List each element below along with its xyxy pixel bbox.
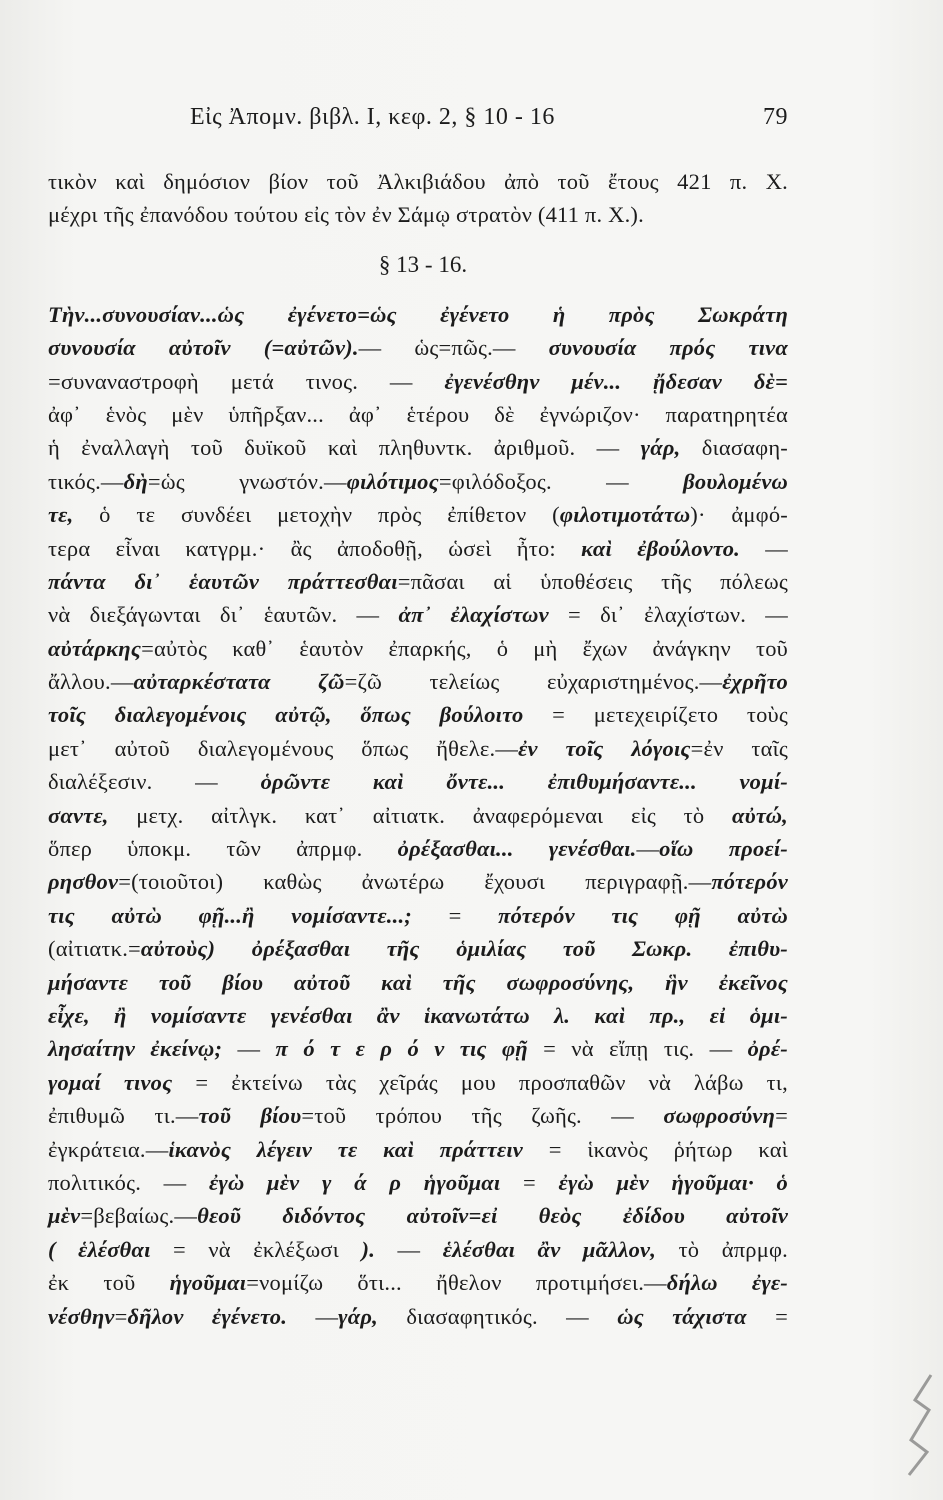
- gloss: —: [740, 535, 788, 561]
- gloss: νὰ διεξάγωνται δι᾽ ἑαυτῶν. —: [48, 602, 399, 628]
- gloss: =: [114, 1303, 128, 1329]
- library-stamp-mark: [901, 1370, 941, 1480]
- lemma: τοῦ βίου: [198, 1103, 302, 1129]
- gloss: —: [287, 1303, 339, 1329]
- gloss: =συναναστροφὴ μετά τινος. —: [48, 368, 445, 394]
- gloss: ἄλλου.—: [48, 669, 134, 695]
- lemma: ὁρῶντε καὶ ὄντε... ἐπιθυμήσαντε... νομί-: [260, 769, 788, 795]
- commentary-line: [48, 932, 788, 965]
- lemma: συνουσία αὐτοῖν (=αὐτῶν).: [48, 335, 359, 361]
- lemma: τοῖς διαλεγομένοις αὐτῷ, ὅπως βούλοιτο: [48, 702, 524, 728]
- commentary-line: [48, 398, 788, 431]
- gloss: = μετεχειρίζετο τοὺς: [523, 702, 789, 728]
- lemma: αὐτοὺς) ὀρέξασθαι τῆς ὁμιλίας τοῦ Σωκρ. ἐπιθυ-: [140, 936, 788, 962]
- gloss: διασαφη-: [680, 435, 788, 461]
- gloss: =: [746, 1303, 788, 1329]
- commentary-line: [48, 431, 788, 464]
- lemma: καὶ ἐβούλοντο.: [581, 535, 741, 561]
- gloss: = ἱκανὸς ῥήτωρ καὶ: [523, 1136, 788, 1162]
- lemma: θεοῦ διδόντος αὐτοῖν=εἰ θεὸς ἐδίδου αὐτοῖν: [197, 1203, 788, 1229]
- header-title: Εἰς Ἀπομν. βιβλ. Ι, κεφ. 2, § 10 - 16: [190, 104, 555, 130]
- commentary-line: [48, 632, 788, 665]
- gloss: τικός.—: [48, 468, 124, 494]
- gloss: =: [411, 902, 499, 928]
- lemma: δὴ: [123, 468, 148, 494]
- commentary-line: [48, 765, 788, 798]
- commentary-line: [48, 331, 788, 364]
- page-body: [48, 165, 788, 1333]
- commentary-line: [48, 1199, 788, 1232]
- lemma: ἐγὼ μὲν γ ά ρ ἡγοῦμαι: [208, 1169, 501, 1195]
- gloss: =αὐτὸς καθ᾽ ἑαυτὸν ἐπαρκής, ὁ μὴ ἔχων ἀνάγκην τοῦ: [141, 635, 788, 661]
- lemma: τε,: [48, 502, 74, 528]
- lemma: ἐγὼ μὲν ἡγοῦμαι· ὁ: [558, 1169, 788, 1195]
- lemma: ἀπ᾽ ἐλαχίστων: [398, 602, 549, 628]
- lemma: αὐταρκέστατα ζῶ: [133, 669, 345, 695]
- lemma: γάρ,: [338, 1303, 378, 1329]
- commentary-line: [48, 465, 788, 498]
- gloss: =φιλόδοξος. —: [438, 468, 684, 494]
- commentary-block: [48, 298, 788, 1333]
- lemma: ὡς τάχιστα: [617, 1303, 747, 1329]
- commentary-line: [48, 698, 788, 731]
- commentary-line: [48, 999, 788, 1032]
- commentary-line: [48, 799, 788, 832]
- lemma: ὀρέ-: [747, 1036, 788, 1062]
- lemma: τις αὐτὼ φῇ...ἢ νομίσαντε...;: [48, 902, 412, 928]
- gloss: = νὰ εἴπῃ τις. —: [527, 1036, 748, 1062]
- lemma: πότερόν: [711, 869, 788, 895]
- lemma: νέσθην: [48, 1303, 115, 1329]
- commentary-line: [48, 966, 788, 999]
- gloss: ἐπιθυμῶ τι.—: [48, 1103, 199, 1129]
- running-header: [190, 104, 788, 134]
- gloss: =ἐν ταῖς: [690, 735, 788, 761]
- lemma: ἐν τοῖς λόγοις: [518, 735, 691, 761]
- gloss: —: [636, 836, 660, 862]
- commentary-line: [48, 665, 788, 698]
- commentary-line: [48, 732, 788, 765]
- lemma: δήλω ἐγε-: [666, 1270, 788, 1296]
- lemma: φιλότιμος: [346, 468, 439, 494]
- lemma: αὐτώ,: [731, 802, 788, 828]
- gloss: =πᾶσαι αἱ ὑποθέσεις τῆς πόλεως: [397, 568, 788, 594]
- gloss: ἐκ τοῦ: [48, 1270, 170, 1296]
- gloss: =νομίζω ὅτι... ἤθελον προτιμήσει.—: [246, 1270, 667, 1296]
- gloss: =ὡς γνωστόν.—: [147, 468, 347, 494]
- lemma: οἵω προεί-: [659, 836, 788, 862]
- lemma: πότερόν τις φῇ αὐτὼ: [498, 902, 788, 928]
- gloss: ὅπερ ὑποκμ. τῶν ἀπρμφ.: [48, 836, 398, 862]
- commentary-line: [48, 365, 788, 398]
- gloss: μετ᾽ αὐτοῦ διαλεγομένους ὅπως ἤθελε.—: [48, 735, 519, 761]
- lemma: γομαί τινος: [48, 1069, 173, 1095]
- gloss: = νὰ ἐκλέξωσι: [150, 1236, 362, 1262]
- gloss: ἡ ἐναλλαγὴ τοῦ δυϊκοῦ καὶ πληθυντκ. ἀριθμοῦ. —: [48, 435, 641, 461]
- commentary-line: [48, 1300, 788, 1333]
- text-line: τικὸν καὶ δημόσιον βίον τοῦ Ἀλκιβιάδου ἀπὸ τοῦ ἔτους 421 π. Χ.: [48, 169, 788, 194]
- lemma: αὐτάρκης: [48, 635, 142, 661]
- gloss: πολιτικός. —: [48, 1169, 209, 1195]
- lemma: συνουσία πρός τινα: [548, 335, 788, 361]
- commentary-line: [48, 832, 788, 865]
- commentary-line: [48, 1166, 788, 1199]
- commentary-line: [48, 565, 788, 598]
- commentary-line: [48, 498, 788, 531]
- lemma: ἐχρῆτο: [722, 669, 788, 695]
- gloss: =: [500, 1169, 559, 1195]
- commentary-line: [48, 865, 788, 898]
- commentary-line: [48, 1032, 788, 1065]
- lemma: ἐγενέσθην μέν... ᾔδεσαν δὲ=: [444, 368, 789, 394]
- lemma: ἱκανὸς λέγειν τε καὶ πράττειν: [168, 1136, 523, 1162]
- gloss: =τοῦ τρόπου τῆς ζωῆς. —: [301, 1103, 664, 1129]
- gloss: = δι᾽ ἐλαχίστων. —: [548, 602, 788, 628]
- commentary-line: [48, 1133, 788, 1166]
- lemma: ἡγοῦμαι: [169, 1270, 247, 1296]
- lemma: λησαίτην ἐκείνῳ;: [48, 1036, 223, 1062]
- lemma: σωφροσύνη: [663, 1103, 776, 1129]
- lemma: ( ἑλέσθαι: [48, 1236, 151, 1262]
- gloss: =βεβαίως.—: [80, 1203, 198, 1229]
- commentary-line: [48, 1099, 788, 1132]
- gloss: =(τοιοῦτοι) καθὼς ἀνωτέρω ἔχουσι περιγραφῇ.—: [118, 869, 712, 895]
- lemma: εἶχε, ἢ νομίσαντε γενέσθαι ἂν ἱκανωτάτω λ. καὶ πρ., εἰ ὁμι-: [48, 1002, 788, 1028]
- commentary-line: [48, 899, 788, 932]
- commentary-line: [48, 1266, 788, 1299]
- gloss: ἀφ᾽ ἑνὸς μὲν ὑπῆρξαν... ἀφ᾽ ἑτέρου δὲ ἐγνώριζον· παρατηρητέα: [48, 401, 788, 427]
- gloss: =ζῶ τελείως εὐχαριστημένος.—: [344, 669, 723, 695]
- gloss: —: [222, 1036, 276, 1062]
- gloss: ἐγκράτεια.—: [48, 1136, 169, 1162]
- lemma: δῆλον ἐγένετο.: [127, 1303, 288, 1329]
- lemma: βουλομένω: [683, 468, 788, 494]
- text-line: μέχρι τῆς ἐπανόδου τούτου εἰς τὸν ἐν Σάμῳ στρατὸν (411 π. Χ.).: [48, 202, 644, 228]
- section-heading: § 13 - 16.: [378, 251, 468, 277]
- gloss: ὁ τε συνδέει μετοχὴν πρὸς ἐπίθετον (: [73, 502, 560, 528]
- commentary-line: [48, 598, 788, 631]
- gloss: (αἰτιατκ.=: [48, 936, 141, 962]
- gloss: )· ἀμφό-: [690, 502, 788, 528]
- gloss: = ἐκτείνω τὰς χεῖράς μου προσπαθῶν νὰ λάβω τι,: [172, 1069, 788, 1095]
- lemma: ρησθον: [48, 869, 119, 895]
- gloss: μετχ. αἰτλγκ. κατ᾽ αἰτιατκ. ἀναφερόμεναι εἰς τὸ: [108, 802, 732, 828]
- lemma: π ό τ ε ρ ό ν τις φῇ: [275, 1036, 528, 1062]
- gloss: =: [775, 1103, 788, 1129]
- commentary-line: [48, 298, 788, 331]
- lemma: ὀρέξασθαι... γενέσθαι.: [397, 836, 637, 862]
- lemma: πάντα δι᾽ ἑαυτῶν πράττεσθαι: [48, 568, 398, 594]
- lemma: Τὴν...συνουσίαν...ὡς ἐγένετο=ὡς ἐγένετο ἡ πρὸς Σωκράτη: [48, 301, 788, 327]
- page-number: 79: [763, 104, 788, 130]
- lemma: μήσαντε τοῦ βίου αὐτοῦ καὶ τῆς σωφροσύνης, ἣν ἐκεῖνος: [48, 969, 788, 995]
- lemma: μὲν: [48, 1203, 81, 1229]
- gloss: τὸ ἀπρμφ.: [656, 1236, 788, 1262]
- gloss: διασαφητικός. —: [377, 1303, 618, 1329]
- lemma: ἑλέσθαι ἂν μᾶλλον,: [442, 1236, 657, 1262]
- lemma: φιλοτιμοτάτω: [559, 502, 691, 528]
- gloss: διαλέξεσιν. —: [48, 769, 261, 795]
- lemma: σαντε,: [48, 802, 109, 828]
- gloss: —: [375, 1236, 443, 1262]
- commentary-line: [48, 532, 788, 565]
- gloss: — ὡς=πῶς.—: [358, 335, 549, 361]
- gloss: τερα εἶναι κατγρμ.· ἂς ἀποδοθῇ, ὡσεὶ ἦτο:: [48, 535, 582, 561]
- commentary-line: [48, 1233, 788, 1266]
- commentary-line: [48, 1066, 788, 1099]
- lemma: γάρ,: [640, 435, 681, 461]
- lemma: ).: [361, 1236, 376, 1262]
